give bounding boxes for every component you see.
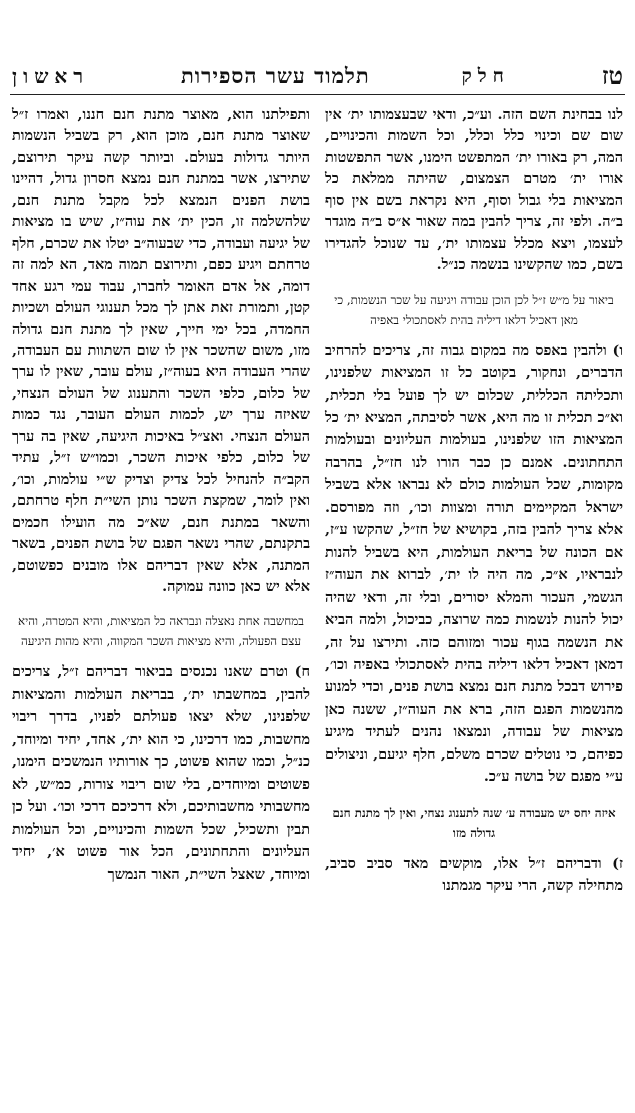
part-label: חלק	[461, 64, 510, 87]
page-number: טז	[601, 61, 623, 90]
right-column	[325, 104, 623, 898]
section-heading-2: איזה יחס יש מעבודה ע׳ שנה לתענוג נצחי, ואין לך מתנת חנם גדולה מזו	[332, 805, 616, 840]
paragraph-text: וטרם שאנו נכנסים בביאור דבריהם ז״ל, צריכים להבין, במחשבתו ית׳, בבריאת העולמות והמציאות שלפנינו, שלא יצאו פעולתם לפניו, בדרך ריבוי מחשבות, כמו דרכינו, כי הוא ית׳, אחד, יחיד ומיוחד, כנ״ל, וכמו שהוא פשוט, כך אורותיו הנמשכים הימנו, פשוטים ומיוחדים, בלי שום ריבוי צורות, כמ״ש, לא מחשבותי מחשבותיכם, ולא דרכיכם דרכי וכו׳. ועל כן תבין ותשכיל, שכל השמות והכינויים, וכל העולמות העליונים והתחתונים, הכל אור פשוט א׳, יחיד ומיוחד, שאצל השי״ת, האור הנמשך	[12, 663, 310, 883]
paragraph-text: ולהבין באפס מה במקום גבוה זה, צריכים להרחיב הדברים, ונחקור, בקוטב כל זו המציאות שלפנינו, ותכליתה הכללית, שכלום יש לך פועל בלי תכלית, וא״כ תכלית זו מה היא, אשר לסיבתה, המציא ית׳ כל המציאות הזו שלפנינו, בעולמות העליונים ובעולמות התחתונים. אמנם כן כבר הורו לנו חז״ל, בהרבה מקומות, שכל העולמות כולם לא נבראו אלא בשביל ישראל המקיימים תורה ומצוות וכו׳, וזה מפורסם. אלא צריך להבין בזה, בקושיא של חז״ל, שהקשו ע״ז, אם הכונה של בריאת העולמות, היא בשביל להנות לנבראיו, א״כ, מה היה לו ית׳, לברוא את העוה״ז הגשמי, העכור והמלא יסורים, ובלי זה, ודאי שהיה יכול להנות לנשמות כמה שרוצה, כביכול, ולמה הביא את הנשמה בגוף עכור ומזוהם כזה. ותירצו על זה, דמאן דאכיל דלאו דיליה בהית לאסתכולי באפיה וכו׳, פירוש דבכל מתנת חנם נמצא בושת פנים, וכדי למנוע מהנשמות הפגם הזה, ברא את העוה״ז, ששנה כאן מציאות של עבודה, ונמצאו נהנים לעתיד מיגיע כפיהם, כי נוטלים שכרם משלם, חלף יגיעם, וניצולים ע״י מפגם של בושה ע״כ.	[325, 341, 623, 786]
section-heading-3: במחשבה אחת נאצלה ונבראה כל המציאות, והיא המטרה, והיא עצם הפעולה, והיא מציאות השכר המקווה, והיא מהות היגיעה	[18, 614, 304, 649]
paragraph-number: ח)	[294, 663, 310, 681]
book-title: תלמוד עשר הספירות	[180, 63, 370, 88]
page-header	[12, 58, 623, 94]
left-column	[12, 104, 310, 886]
section-heading-1: ביאור על מ״ש ז״ל לכן הוכן עבודה ויגיעה על שכר הנשמות, כי מאן דאכיל דלאו דיליה בהית לאסתכולי באפיה	[334, 292, 614, 327]
paragraph-8	[12, 661, 310, 886]
continued-paragraph: ותפילתנו הוא, מאוצר מתנת חנם חננו, ואמרו ז״ל שאוצר מתנת חנם, מוכן הוא, רק בשביל הנשמות היותר גדולות בעולם. וביותר קשה עיקר תירוצם, שתירצו, אשר במתנת חנם נמצא חסרון גדול, דהיינו בושת הפנים הנמצא לכל מקבל מתנת חנם, שלהשלמה זו, הכין ית׳ את עוה״ז, שיש בו מציאות של יגיעה ועבודה, כדי שבעוה״ב יטלו את שכרם, חלף טרחתם ויגיע כפם, ותירוצם תמוה מאד, הא למה זה דומה, אל אדם האומר לחברו, עבוד עמי רגע אחד קטן, ותמורת זאת אתן לך מכל תענוגי העולם ושכיות החמדה, בכל ימי חייך, שאין לך מתנת חנם גדולה מזו, משום שהשכר אין לו שום השתוות עם העבודה, שהרי העבודה היא בעוה״ז, עולם עובר, שאין לו ערך של כלום, כלפי השכר והתענוג של העולם הנצחי, שאיזה ערך יש, לכמות העולם העובר, נגד כמות העולם הנצחי. ואצ״ל באיכות היגיעה, שאין בה ערך של כלום, כלפי איכות השכר, וכמו״ש ז״ל, עתיד הקב״ה להנחיל לכל צדיק וצדיק ש״י עולמות, וכו׳, ואין לומר, שמקצת השכר נותן השי״ת חלף טרחתם, והשאר במתנת חנם, שא״כ מה הועילו חכמים בתקנתם, שהרי נשאר הפגם של בושת הפנים, בשאר המתנה, אלא שאין דבריהם אלו מובנים כפשוטם, אלא יש כאן כוונה עמוקה.	[12, 106, 310, 595]
paragraph-text: ודבריהם ז״ל אלו, מוקשים מאד סביב סביב, מתחילה קשה, הרי עיקר מגמתנו	[325, 854, 623, 895]
intro-paragraph: לנו בבחינת השם הזה. וע״כ, ודאי שבעצמותו ית׳ אין שום שם וכינוי כלל וכלל, וכל השמות והכינויים, המה, רק באורו ית׳ המתפשט הימנו, אשר התפשטות אורו ית׳ מטרם הצמצום, שהיתה ממלאת כל המציאות בלי גבול וסוף, היא נקראת בשם אין סוף ב״ה. ולפי זה, צריך להבין במה שאור א״ס ב״ה מוגדר לעצמו, ויצא מכלל עצמותו ית׳, עד שנוכל להגדירו בשם, כמו שהקשינו בנשמה כנ״ל.	[325, 106, 623, 274]
paragraph-7	[325, 853, 623, 898]
paragraph-6	[325, 340, 623, 789]
paragraph-number: ז)	[612, 854, 623, 872]
section-label: ראשון	[12, 63, 90, 88]
paragraph-number: ו)	[612, 341, 624, 359]
header-rule	[10, 94, 625, 95]
